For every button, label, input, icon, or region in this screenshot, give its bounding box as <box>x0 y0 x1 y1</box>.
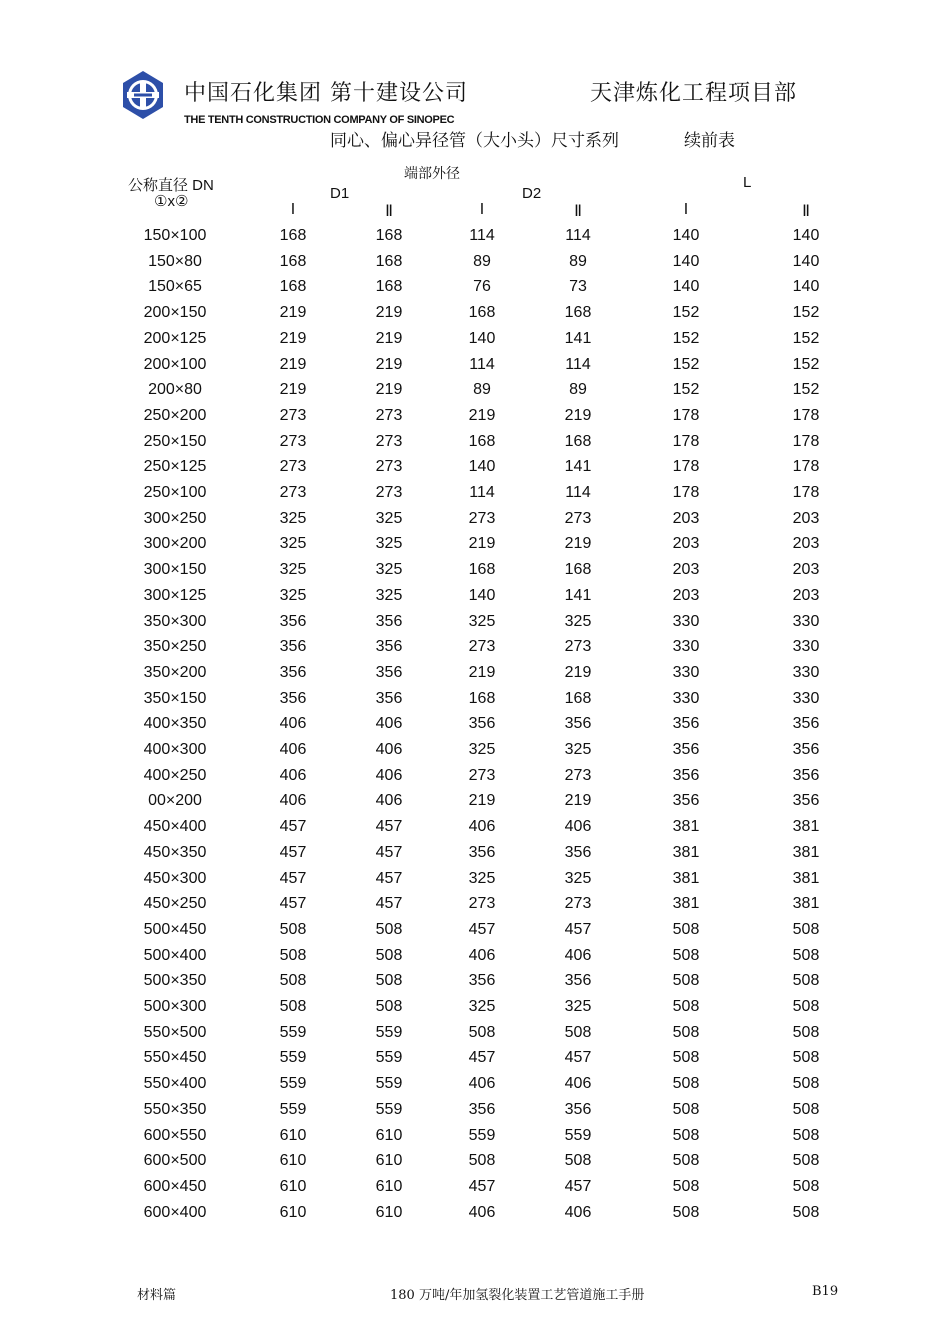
row-value-cell: 457 <box>375 818 403 836</box>
row-value-cell: 356 <box>672 715 700 733</box>
row-value-cell: 356 <box>564 715 592 733</box>
row-value-cell: 559 <box>375 1075 403 1093</box>
row-value-cell: 203 <box>672 561 700 579</box>
subheader-col-1: I <box>290 201 296 218</box>
row-value-cell: 610 <box>279 1126 307 1144</box>
row-value-cell: 203 <box>792 561 820 579</box>
row-value-cell: 325 <box>564 741 592 758</box>
row-value-cell: 219 <box>279 381 307 399</box>
row-value-cell: 114 <box>469 227 495 244</box>
row-value-cell: 508 <box>672 1100 700 1118</box>
row-value-cell: 381 <box>792 895 820 913</box>
row-value-cell: 203 <box>792 586 820 604</box>
row-value-cell: 356 <box>375 638 403 656</box>
row-value-cell: 325 <box>375 535 403 553</box>
row-value-cell: 559 <box>375 1100 403 1118</box>
dn-header: 公称直径 DN <box>128 177 214 194</box>
row-value-cell: 559 <box>564 1126 592 1144</box>
row-dn-cell: 600×500 <box>143 1152 207 1170</box>
row-value-cell: 219 <box>564 406 592 424</box>
row-value-cell: 356 <box>279 689 307 707</box>
row-value-cell: 152 <box>792 329 820 347</box>
row-value-cell: 356 <box>792 792 820 810</box>
row-value-cell: 559 <box>279 1100 307 1118</box>
row-value-cell: 330 <box>672 689 700 707</box>
row-value-cell: 508 <box>792 998 820 1015</box>
row-value-cell: 508 <box>792 972 820 990</box>
row-value-cell: 140 <box>792 252 820 270</box>
row-value-cell: 381 <box>672 843 700 861</box>
subheader-col-2: Ⅱ <box>385 203 393 220</box>
row-value-cell: 457 <box>375 895 403 913</box>
row-dn-cell: 250×125 <box>143 458 207 476</box>
row-value-cell: 273 <box>564 638 592 656</box>
row-value-cell: 457 <box>468 1049 496 1067</box>
row-dn-cell: 300×125 <box>143 586 207 604</box>
row-value-cell: 203 <box>672 535 700 553</box>
row-value-cell: 168 <box>468 304 496 322</box>
row-value-cell: 273 <box>279 458 307 476</box>
row-value-cell: 508 <box>792 1049 820 1067</box>
row-value-cell: 508 <box>792 1126 820 1144</box>
row-value-cell: 356 <box>672 792 700 810</box>
row-value-cell: 203 <box>792 535 820 553</box>
row-value-cell: 152 <box>672 304 700 322</box>
row-value-cell: 140 <box>672 252 700 270</box>
row-dn-cell: 300×250 <box>143 509 207 527</box>
row-value-cell: 356 <box>564 843 592 861</box>
company-name-cn: 中国石化集团 第十建设公司 <box>184 81 468 106</box>
project-department: 天津炼化工程项目部 <box>590 81 798 106</box>
row-value-cell: 508 <box>672 1023 700 1041</box>
row-dn-cell: 500×400 <box>143 946 207 964</box>
row-value-cell: 559 <box>375 1023 403 1041</box>
row-value-cell: 508 <box>564 1023 592 1041</box>
row-value-cell: 457 <box>564 1049 592 1067</box>
row-value-cell: 219 <box>468 535 496 553</box>
row-dn-cell: 250×200 <box>143 406 207 424</box>
row-value-cell: 325 <box>279 535 307 553</box>
row-dn-cell: 00×200 <box>148 792 202 810</box>
row-value-cell: 508 <box>279 998 307 1015</box>
row-value-cell: 406 <box>564 1075 592 1093</box>
row-value-cell: 325 <box>468 612 496 630</box>
row-value-cell: 457 <box>279 843 307 861</box>
row-value-cell: 325 <box>375 509 403 527</box>
row-value-cell: 457 <box>468 920 496 938</box>
row-dn-cell: 350×150 <box>143 689 207 707</box>
row-value-cell: 325 <box>564 998 592 1015</box>
row-dn-cell: 350×300 <box>143 612 207 630</box>
row-value-cell: 168 <box>564 689 592 707</box>
row-value-cell: 273 <box>468 766 496 784</box>
row-value-cell: 325 <box>564 612 592 630</box>
continued-label: 续前表 <box>684 131 735 151</box>
row-value-cell: 356 <box>792 715 820 733</box>
row-value-cell: 406 <box>468 1203 496 1221</box>
row-value-cell: 140 <box>792 227 820 244</box>
d2-header: D2 <box>522 185 542 202</box>
row-dn-cell: 350×200 <box>143 663 207 681</box>
row-value-cell: 273 <box>564 766 592 784</box>
row-value-cell: 178 <box>672 406 700 424</box>
row-value-cell: 203 <box>792 509 820 527</box>
row-value-cell: 406 <box>279 715 307 733</box>
row-value-cell: 508 <box>792 1177 820 1195</box>
row-value-cell: 219 <box>468 663 496 681</box>
row-value-cell: 508 <box>564 1152 592 1170</box>
row-value-cell: 356 <box>279 663 307 681</box>
row-value-cell: 559 <box>375 1049 403 1067</box>
row-value-cell: 610 <box>375 1177 403 1195</box>
row-dn-cell: 450×300 <box>143 869 207 887</box>
row-value-cell: 168 <box>279 252 307 270</box>
row-value-cell: 273 <box>375 432 403 450</box>
row-dn-cell: 450×350 <box>143 843 207 861</box>
row-value-cell: 325 <box>375 561 403 579</box>
row-dn-cell: 250×100 <box>143 484 207 501</box>
row-value-cell: 610 <box>279 1203 307 1221</box>
row-value-cell: 168 <box>375 252 403 270</box>
row-value-cell: 140 <box>468 586 496 604</box>
row-value-cell: 457 <box>279 818 307 836</box>
row-value-cell: 152 <box>792 381 820 399</box>
row-value-cell: 273 <box>279 484 307 501</box>
row-dn-cell: 200×150 <box>143 304 207 322</box>
row-value-cell: 76 <box>473 278 491 296</box>
row-value-cell: 140 <box>468 458 496 476</box>
dn-subheader: ①x② <box>154 193 189 210</box>
row-value-cell: 356 <box>792 741 820 758</box>
row-value-cell: 406 <box>279 792 307 810</box>
row-value-cell: 273 <box>279 406 307 424</box>
outer-diameter-header: 端部外径 <box>404 166 460 182</box>
row-value-cell: 406 <box>279 766 307 784</box>
row-value-cell: 508 <box>672 946 700 964</box>
subheader-col-4: Ⅱ <box>574 203 582 220</box>
l-header: L <box>743 174 752 191</box>
subheader-col-6: Ⅱ <box>802 203 810 220</box>
row-value-cell: 168 <box>375 227 403 244</box>
row-dn-cell: 500×450 <box>143 920 207 938</box>
row-value-cell: 356 <box>279 612 307 630</box>
row-value-cell: 381 <box>672 818 700 836</box>
row-value-cell: 508 <box>279 972 307 990</box>
row-value-cell: 508 <box>672 1075 700 1093</box>
row-value-cell: 356 <box>792 766 820 784</box>
row-value-cell: 356 <box>672 766 700 784</box>
row-value-cell: 508 <box>672 1203 700 1221</box>
row-dn-cell: 450×250 <box>143 895 207 913</box>
row-value-cell: 457 <box>279 895 307 913</box>
row-value-cell: 219 <box>564 792 592 810</box>
row-value-cell: 406 <box>375 741 403 758</box>
d1-header: D1 <box>330 185 350 202</box>
row-value-cell: 508 <box>792 1100 820 1118</box>
row-dn-cell: 550×500 <box>143 1023 207 1041</box>
footer-page-number: B19 <box>812 1284 839 1299</box>
row-value-cell: 168 <box>279 278 307 296</box>
row-value-cell: 508 <box>792 1203 820 1221</box>
row-value-cell: 381 <box>672 869 700 887</box>
row-value-cell: 508 <box>792 1152 820 1170</box>
row-value-cell: 325 <box>468 869 496 887</box>
row-value-cell: 406 <box>564 1203 592 1221</box>
row-value-cell: 140 <box>468 329 496 347</box>
row-value-cell: 508 <box>375 972 403 990</box>
row-value-cell: 356 <box>279 638 307 656</box>
row-value-cell: 325 <box>468 741 496 758</box>
row-value-cell: 508 <box>672 1126 700 1144</box>
footer-section: 材料篇 <box>137 1288 177 1303</box>
row-value-cell: 356 <box>375 663 403 681</box>
row-value-cell: 381 <box>672 895 700 913</box>
row-value-cell: 219 <box>564 535 592 553</box>
row-dn-cell: 150×80 <box>148 252 202 270</box>
row-value-cell: 406 <box>375 715 403 733</box>
row-value-cell: 508 <box>792 1023 820 1041</box>
row-value-cell: 168 <box>468 561 496 579</box>
row-value-cell: 152 <box>792 355 820 373</box>
row-value-cell: 457 <box>564 1177 592 1195</box>
row-value-cell: 178 <box>792 484 820 501</box>
row-value-cell: 114 <box>565 484 591 501</box>
row-dn-cell: 200×125 <box>143 329 207 347</box>
row-value-cell: 152 <box>672 329 700 347</box>
row-value-cell: 168 <box>564 432 592 450</box>
row-dn-cell: 550×400 <box>143 1075 207 1093</box>
row-value-cell: 178 <box>672 484 700 501</box>
row-value-cell: 406 <box>279 741 307 758</box>
row-value-cell: 273 <box>564 509 592 527</box>
row-value-cell: 325 <box>279 561 307 579</box>
row-value-cell: 168 <box>279 227 307 244</box>
row-value-cell: 141 <box>564 458 592 476</box>
row-value-cell: 330 <box>792 689 820 707</box>
row-dn-cell: 150×65 <box>148 278 202 296</box>
row-value-cell: 381 <box>792 843 820 861</box>
row-value-cell: 178 <box>672 458 700 476</box>
row-value-cell: 219 <box>468 792 496 810</box>
row-value-cell: 406 <box>564 818 592 836</box>
row-value-cell: 219 <box>375 355 403 373</box>
row-value-cell: 330 <box>672 612 700 630</box>
row-value-cell: 325 <box>468 998 496 1015</box>
row-value-cell: 89 <box>569 381 587 399</box>
row-value-cell: 219 <box>564 663 592 681</box>
row-dn-cell: 150×100 <box>143 227 207 244</box>
row-dn-cell: 600×400 <box>143 1203 207 1221</box>
row-value-cell: 356 <box>468 715 496 733</box>
row-value-cell: 381 <box>792 818 820 836</box>
row-value-cell: 168 <box>468 432 496 450</box>
table-title: 同心、偏心异径管（大小头）尺寸系列 <box>330 131 619 151</box>
row-value-cell: 457 <box>279 869 307 887</box>
row-value-cell: 508 <box>792 946 820 964</box>
row-value-cell: 330 <box>672 663 700 681</box>
row-value-cell: 114 <box>469 484 495 501</box>
sinopec-logo-icon <box>118 70 168 120</box>
row-value-cell: 508 <box>375 920 403 938</box>
row-dn-cell: 200×100 <box>143 355 207 373</box>
row-dn-cell: 250×150 <box>143 432 207 450</box>
row-value-cell: 356 <box>375 612 403 630</box>
row-value-cell: 330 <box>792 638 820 656</box>
row-value-cell: 219 <box>375 381 403 399</box>
row-dn-cell: 500×300 <box>143 998 207 1015</box>
row-value-cell: 559 <box>279 1049 307 1067</box>
row-value-cell: 89 <box>473 252 491 270</box>
row-value-cell: 457 <box>564 920 592 938</box>
row-value-cell: 508 <box>468 1023 496 1041</box>
row-value-cell: 168 <box>468 689 496 707</box>
row-value-cell: 508 <box>672 1152 700 1170</box>
row-value-cell: 152 <box>672 355 700 373</box>
row-value-cell: 406 <box>468 818 496 836</box>
row-value-cell: 356 <box>468 1100 496 1118</box>
row-value-cell: 273 <box>279 432 307 450</box>
row-dn-cell: 400×250 <box>143 766 207 784</box>
row-value-cell: 203 <box>672 586 700 604</box>
footer-manual-title: 180 万吨/年加氢裂化装置工艺管道施工手册 <box>390 1288 645 1303</box>
row-value-cell: 356 <box>468 843 496 861</box>
row-value-cell: 273 <box>468 638 496 656</box>
row-value-cell: 508 <box>375 998 403 1015</box>
row-value-cell: 330 <box>792 612 820 630</box>
row-value-cell: 178 <box>792 458 820 476</box>
row-dn-cell: 300×200 <box>143 535 207 553</box>
row-dn-cell: 500×350 <box>143 972 207 990</box>
row-value-cell: 273 <box>564 895 592 913</box>
row-value-cell: 273 <box>375 406 403 424</box>
row-value-cell: 219 <box>468 406 496 424</box>
row-value-cell: 356 <box>564 972 592 990</box>
row-value-cell: 273 <box>375 458 403 476</box>
row-value-cell: 219 <box>279 355 307 373</box>
row-dn-cell: 200×80 <box>148 381 202 399</box>
row-value-cell: 178 <box>792 432 820 450</box>
row-value-cell: 89 <box>473 381 491 399</box>
row-value-cell: 325 <box>564 869 592 887</box>
row-value-cell: 330 <box>792 663 820 681</box>
row-value-cell: 203 <box>672 509 700 527</box>
row-value-cell: 457 <box>375 843 403 861</box>
row-value-cell: 219 <box>279 304 307 322</box>
row-value-cell: 508 <box>672 972 700 990</box>
row-value-cell: 114 <box>565 355 591 373</box>
row-value-cell: 141 <box>564 586 592 604</box>
row-value-cell: 610 <box>279 1177 307 1195</box>
row-value-cell: 325 <box>279 586 307 604</box>
row-value-cell: 178 <box>672 432 700 450</box>
row-value-cell: 168 <box>564 561 592 579</box>
row-value-cell: 89 <box>569 252 587 270</box>
row-value-cell: 406 <box>468 946 496 964</box>
row-dn-cell: 400×350 <box>143 715 207 733</box>
row-value-cell: 168 <box>375 278 403 296</box>
row-value-cell: 508 <box>468 1152 496 1170</box>
row-value-cell: 508 <box>792 920 820 938</box>
row-value-cell: 356 <box>672 741 700 758</box>
row-value-cell: 178 <box>792 406 820 424</box>
row-value-cell: 508 <box>672 998 700 1015</box>
row-value-cell: 457 <box>468 1177 496 1195</box>
row-value-cell: 356 <box>468 972 496 990</box>
row-value-cell: 508 <box>672 1177 700 1195</box>
row-value-cell: 610 <box>375 1203 403 1221</box>
row-value-cell: 73 <box>569 278 587 296</box>
row-value-cell: 273 <box>375 484 403 501</box>
row-value-cell: 508 <box>672 920 700 938</box>
row-value-cell: 610 <box>375 1126 403 1144</box>
row-dn-cell: 600×550 <box>143 1126 207 1144</box>
row-value-cell: 152 <box>792 304 820 322</box>
row-value-cell: 559 <box>279 1075 307 1093</box>
row-dn-cell: 450×400 <box>143 818 207 836</box>
row-value-cell: 219 <box>375 304 403 322</box>
row-value-cell: 610 <box>375 1152 403 1170</box>
row-value-cell: 114 <box>469 355 495 373</box>
row-dn-cell: 550×350 <box>143 1100 207 1118</box>
row-value-cell: 508 <box>792 1075 820 1093</box>
row-value-cell: 356 <box>375 689 403 707</box>
row-value-cell: 559 <box>279 1023 307 1041</box>
row-value-cell: 273 <box>468 895 496 913</box>
row-value-cell: 219 <box>279 329 307 347</box>
row-value-cell: 406 <box>375 792 403 810</box>
row-dn-cell: 300×150 <box>143 561 207 579</box>
row-value-cell: 610 <box>279 1152 307 1170</box>
row-dn-cell: 350×250 <box>143 638 207 656</box>
row-value-cell: 406 <box>564 946 592 964</box>
row-value-cell: 273 <box>468 509 496 527</box>
row-value-cell: 508 <box>279 946 307 964</box>
subheader-col-5: I <box>683 201 689 218</box>
row-value-cell: 140 <box>672 227 700 244</box>
row-value-cell: 114 <box>565 227 591 244</box>
row-value-cell: 152 <box>672 381 700 399</box>
row-dn-cell: 550×450 <box>143 1049 207 1067</box>
row-value-cell: 457 <box>375 869 403 887</box>
company-name-en: THE TENTH CONSTRUCTION COMPANY OF SINOPEC <box>184 114 455 126</box>
row-dn-cell: 400×300 <box>143 741 207 758</box>
row-value-cell: 508 <box>279 920 307 938</box>
row-value-cell: 508 <box>672 1049 700 1067</box>
row-value-cell: 508 <box>375 946 403 964</box>
row-value-cell: 381 <box>792 869 820 887</box>
row-value-cell: 559 <box>468 1126 496 1144</box>
row-value-cell: 141 <box>564 329 592 347</box>
row-value-cell: 406 <box>375 766 403 784</box>
row-value-cell: 325 <box>279 509 307 527</box>
row-value-cell: 356 <box>564 1100 592 1118</box>
subheader-col-3: I <box>479 201 485 218</box>
row-value-cell: 325 <box>375 586 403 604</box>
row-value-cell: 140 <box>792 278 820 296</box>
row-value-cell: 406 <box>468 1075 496 1093</box>
row-dn-cell: 600×450 <box>143 1177 207 1195</box>
row-value-cell: 140 <box>672 278 700 296</box>
row-value-cell: 219 <box>375 329 403 347</box>
row-value-cell: 330 <box>672 638 700 656</box>
row-value-cell: 168 <box>564 304 592 322</box>
